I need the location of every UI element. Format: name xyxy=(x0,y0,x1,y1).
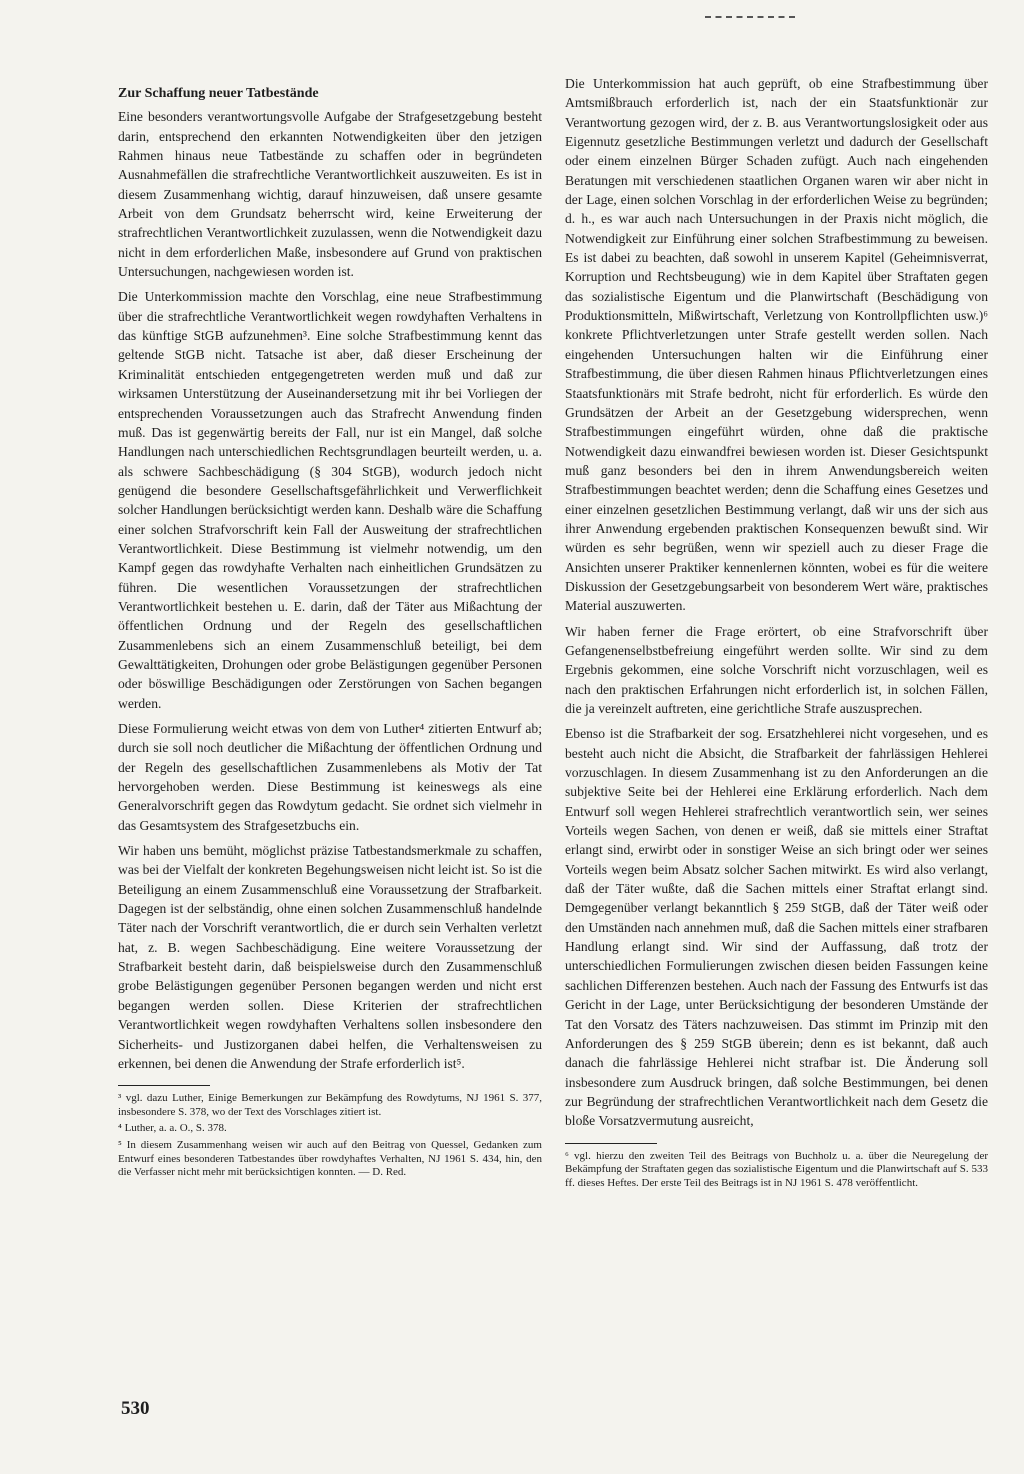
right-column xyxy=(565,74,988,1193)
footnote-rule xyxy=(118,1085,210,1086)
footnote: ³ vgl. dazu Luther, Einige Bemerkungen zur Bekämpfung des Rowdytums, NJ 1961 S. 377, insbesondere S. 378, wo der Text des Vorschlages zitiert ist. xyxy=(118,1092,542,1118)
footnote: ⁴ Luther, a. a. O., S. 378. xyxy=(118,1122,227,1135)
footnote: ⁵ In diesem Zusammenhang weisen wir auch auf den Beitrag von Quessel, Gedanken zum Entwurf eines besonderen Tatbestandes über rowdyhaftes Verhalten, NJ 1961 S. 434, hin, den die Verfasser nicht mehr mit berücksichtigen konnten. — D. Red. xyxy=(118,1138,542,1179)
paragraph: Die Unterkommission hat auch geprüft, ob eine Strafbestimmung über Amtsmißbrauch erforderlich ist, nach der ein Staatsfunktionär zur Verantwortung gezogen wird, der z. B. aus Verantwortungslosigkeit oder aus Eigennutz gesetzliche Bestimmungen verletzt und dadurch der Gesellschaft oder einem einzelnen Bürger Schaden zufügt. Auch nach eingehenden Beratungen mit verschiedenen staatlichen Organen waren wir aber nicht in der Lage, einen solchen Vorschlag in der erforderlichen Weise zu begründen; d. h., es war auch nach Untersuchungen in der Praxis nicht möglich, die Notwendigkeit zur Einführung einer solchen Strafbestimmung zu beweisen. Es ist dabei zu beachten, daß sowohl in unserem Kapitel (Geheimnisverrat, Korruption und Rechtsbeugung) wie in dem Kapitel über Straftaten gegen das sozialistische Eigentum und die Planwirtschaft (Beschädigung von Produktionsmitteln, Mißwirtschaft, Verletzung von Kontrollpflichten usw.)⁶ konkrete Pflichtverletzungen unter Strafe gestellt werden sollen. Nach eingehenden Untersuchungen halten wir die Einführung einer Strafbestimmung, die über diesen Rahmen hinaus Pflichtverletzungen eines Staatsfunktionärs mit Strafe bedroht, nicht für erforderlich. Es würde den Grundsätzen der Arbeit an der Gesetzgebung widersprechen, wenn Strafbestimmungen eingeführt würden, ohne daß die praktische Notwendigkeit dazu einwandfrei bewiesen worden ist. Dieser Gesichtspunkt muß ganz besonders bei den in ihrem Anwendungsbereich weiten Strafbestimmungen beachtet werden; denn die Schaffung eines Gesetzes und einer einzelnen gesetzlichen Bestimmung verlangt, daß wir uns der sich aus ihrer Anwendung ergebenden praktischen Konsequenzen bewußt sind. Wir würden es sehr begrüßen, wenn wir speziell auch zu dieser Frage die Ansichten unserer Praktiker kennenlernen könnten, wobei es für die weitere Diskussion der Gesetzgebungsarbeit von besonderem Wert wäre, praktisches Material auszuwerten. xyxy=(565,76,988,614)
paragraph: Wir haben uns bemüht, möglichst präzise Tatbestandsmerkmale zu schaffen, was bei der Vielfalt der konkreten Begehungsweisen nicht leicht ist. So ist die Beteiligung an einem Zusammenschluß eine Voraussetzung der Strafbarkeit. Dagegen ist der selbständig, ohne einen solchen Zusammenschluß handelnde Täter nach der Vorschrift verantwortlich, die er durch sein Verhalten verletzt hat, z. B. wegen Sachbeschädigung. Eine weitere Voraussetzung der Strafbarkeit besteht darin, daß beispielsweise durch den Zusammenschluß grobe Belästigungen gegenüber Personen begangen werden und nicht erst begangen werden sollen. Diese Kriterien der strafrechtlichen Verantwortlichkeit wegen rowdyhaften Verhaltens sollen insbesondere den Sicherheits- und Justizorganen dabei helfen, die Verhaltensweisen zu erkennen, bei denen die Anwendung der Strafe erforderlich ist⁵. xyxy=(118,843,542,1071)
page-number: 530 xyxy=(121,1398,150,1419)
left-column xyxy=(118,74,542,1183)
paragraph: Wir haben ferner die Frage erörtert, ob eine Strafvorschrift über Gefangenenselbstbefreiung eingeführt werden sollte. Wir sind zu dem Ergebnis gekommen, eine solche Vorschrift nicht vorzuschlagen, weil es nach den praktischen Erfahrungen nicht erforderlich ist, in solchen Fällen, die ja vereinzelt auftreten, eine gerichtliche Strafe auszusprechen. xyxy=(565,623,988,716)
header-rule xyxy=(705,16,795,18)
paragraph: Die Unterkommission machte den Vorschlag, eine neue Strafbestimmung über die strafrechtliche Verantwortlichkeit wegen rowdyhaften Verhaltens in das künftige StGB aufzunehmen³. Eine solche Strafbestimmung kennt das geltende StGB nicht. Tatsache ist aber, daß dieser Erscheinung der Kriminalität entschieden entgegengetreten werden muß und daß zur wirksamen Unterstützung der Auseinandersetzung mit ihr bei Vorliegen der entsprechenden Voraussetzungen auch das Strafrecht Anwendung finden muß. Das ist gegenwärtig bereits der Fall, nur ist ein Mangel, daß solche Handlungen nach unterschiedlichen Rechtsgrundlagen beurteilt werden, u. a. als schwere Sachbeschädigung (§ 304 StGB), wodurch jedoch nicht genügend die besondere Gesellschaftsgefährlichkeit und Verwerflichkeit solcher Handlungen berücksichtigt werden kann. Deshalb wäre die Schaffung einer solchen Strafvorschrift kein Fall der Ausweitung der strafrechtlichen Verantwortlichkeit. Diese Bestimmung ist vielmehr notwendig, um den Kampf gegen das rowdyhafte Verhalten nach einheitlichen Grundsätzen zu führen. Die wesentlichen Voraussetzungen der strafrechtlichen Verantwortlichkeit bestehen u. E. darin, daß der Täter aus Mißachtung der öffentlichen Ordnung und der Regeln des gesellschaftlichen Zusammenlebens sich an einem Zusammenschluß beteiligt, bei dem Gewalttätigkeiten, Drohungen oder grobe Belästigungen gegenüber Personen oder böswillige Beschädigungen oder Zerstörungen von Sachen begangen werden. xyxy=(118,289,542,711)
paragraph: Diese Formulierung weicht etwas von dem von Luther⁴ zitierten Entwurf ab; durch sie soll noch deutlicher die Mißachtung der öffentlichen Ordnung und der Regeln des gesellschaftlichen Zusammenlebens als Motiv der Tat hervorgehoben werden. Diese Bestimmung ist keineswegs als eine Generalvorschrift gegen das Rowdytum gedacht. Sie ordnet sich vielmehr in das Gesamtsystem des Strafgesetzbuchs ein. xyxy=(118,721,542,833)
section-heading: Zur Schaffung neuer Tatbestände xyxy=(118,86,319,101)
footnote: ⁶ vgl. hierzu den zweiten Teil des Beitrags von Buchholz u. a. über die Neuregelung der Bekämpfung der Straftaten gegen das sozialistische Eigentum und die Planwirtschaft auf S. 533 ff. dieses Heftes. Der erste Teil des Beitrags ist in NJ 1961 S. 478 veröffentlicht. xyxy=(565,1149,988,1189)
footnote-rule xyxy=(565,1143,657,1144)
paragraph: Eine besonders verantwortungsvolle Aufgabe der Strafgesetzgebung besteht darin, entsprechend den erkannten Notwendigkeiten über den jetzigen Rahmen hinaus neue Tatbestände zu schaffen oder in begründeten Ausnahmefällen die strafrechtliche Verantwortlichkeit auszuweiten. Es ist in diesem Zusammenhang wichtig, darauf hinzuweisen, daß unsere gesamte Arbeit von dem Grundsatz beherrscht wird, keine Erweiterung der strafrechtlichen Verantwortlichkeit zuzulassen, wenn die Notwendigkeit dazu nicht in dem erforderlichen Maße, insbesondere auf Grund von praktischen Untersuchungen, nachgewiesen worden ist. xyxy=(118,109,542,280)
paragraph: Ebenso ist die Strafbarkeit der sog. Ersatzhehlerei nicht vorgesehen, und es besteht auch nicht die Absicht, die Strafbarkeit der fahrlässigen Hehlerei vorzuschlagen. In diesem Zusammenhang ist zu den Anforderungen an die subjektive Seite bei der Hehlerei eine Erklärung erforderlich. Nach dem Entwurf soll wegen Hehlerei strafrechtlich verantwortlich sein, wer seines Vorteils wegen Sachen, von denen er weiß, daß sie mittels einer Straftat erlangt sind, erwirbt oder in sonstiger Weise an sich bringt oder wer seines Vorteils wegen beim Absatz solcher Sachen mitwirkt. Es wird also verlangt, daß der Täter wußte, daß die Sachen mittels einer Straftat erlangt sind. Demgegenüber verlangt bekanntlich § 259 StGB, daß der Täter weiß oder den Umständen nach annehmen muß, daß die Sachen mittels einer strafbaren Handlung erlangt sind. Wir sind der Auffassung, daß trotz der unterschiedlichen Formulierungen zwischen diesen beiden Fassungen keine sachlichen Differenzen bestehen. Auch nach der Fassung des Entwurfs ist das Gericht in der Lage, unter Berücksichtigung der besonderen Umstände der Tat den Vorsatz des Täters nachzuweisen. Das stimmt im Prinzip mit den Anforderungen des § 259 StGB überein; denn es ist bekannt, daß auch danach die fahrlässige Hehlerei nicht strafbar ist. Die Änderung soll insbesondere zum Ausdruck bringen, daß solche Bestimmungen, bei denen zur Begründung der strafrechtlichen Verantwortlichkeit nach dem Gesetz die bloße Vorsatzvermutung ausreicht, xyxy=(565,726,988,1129)
